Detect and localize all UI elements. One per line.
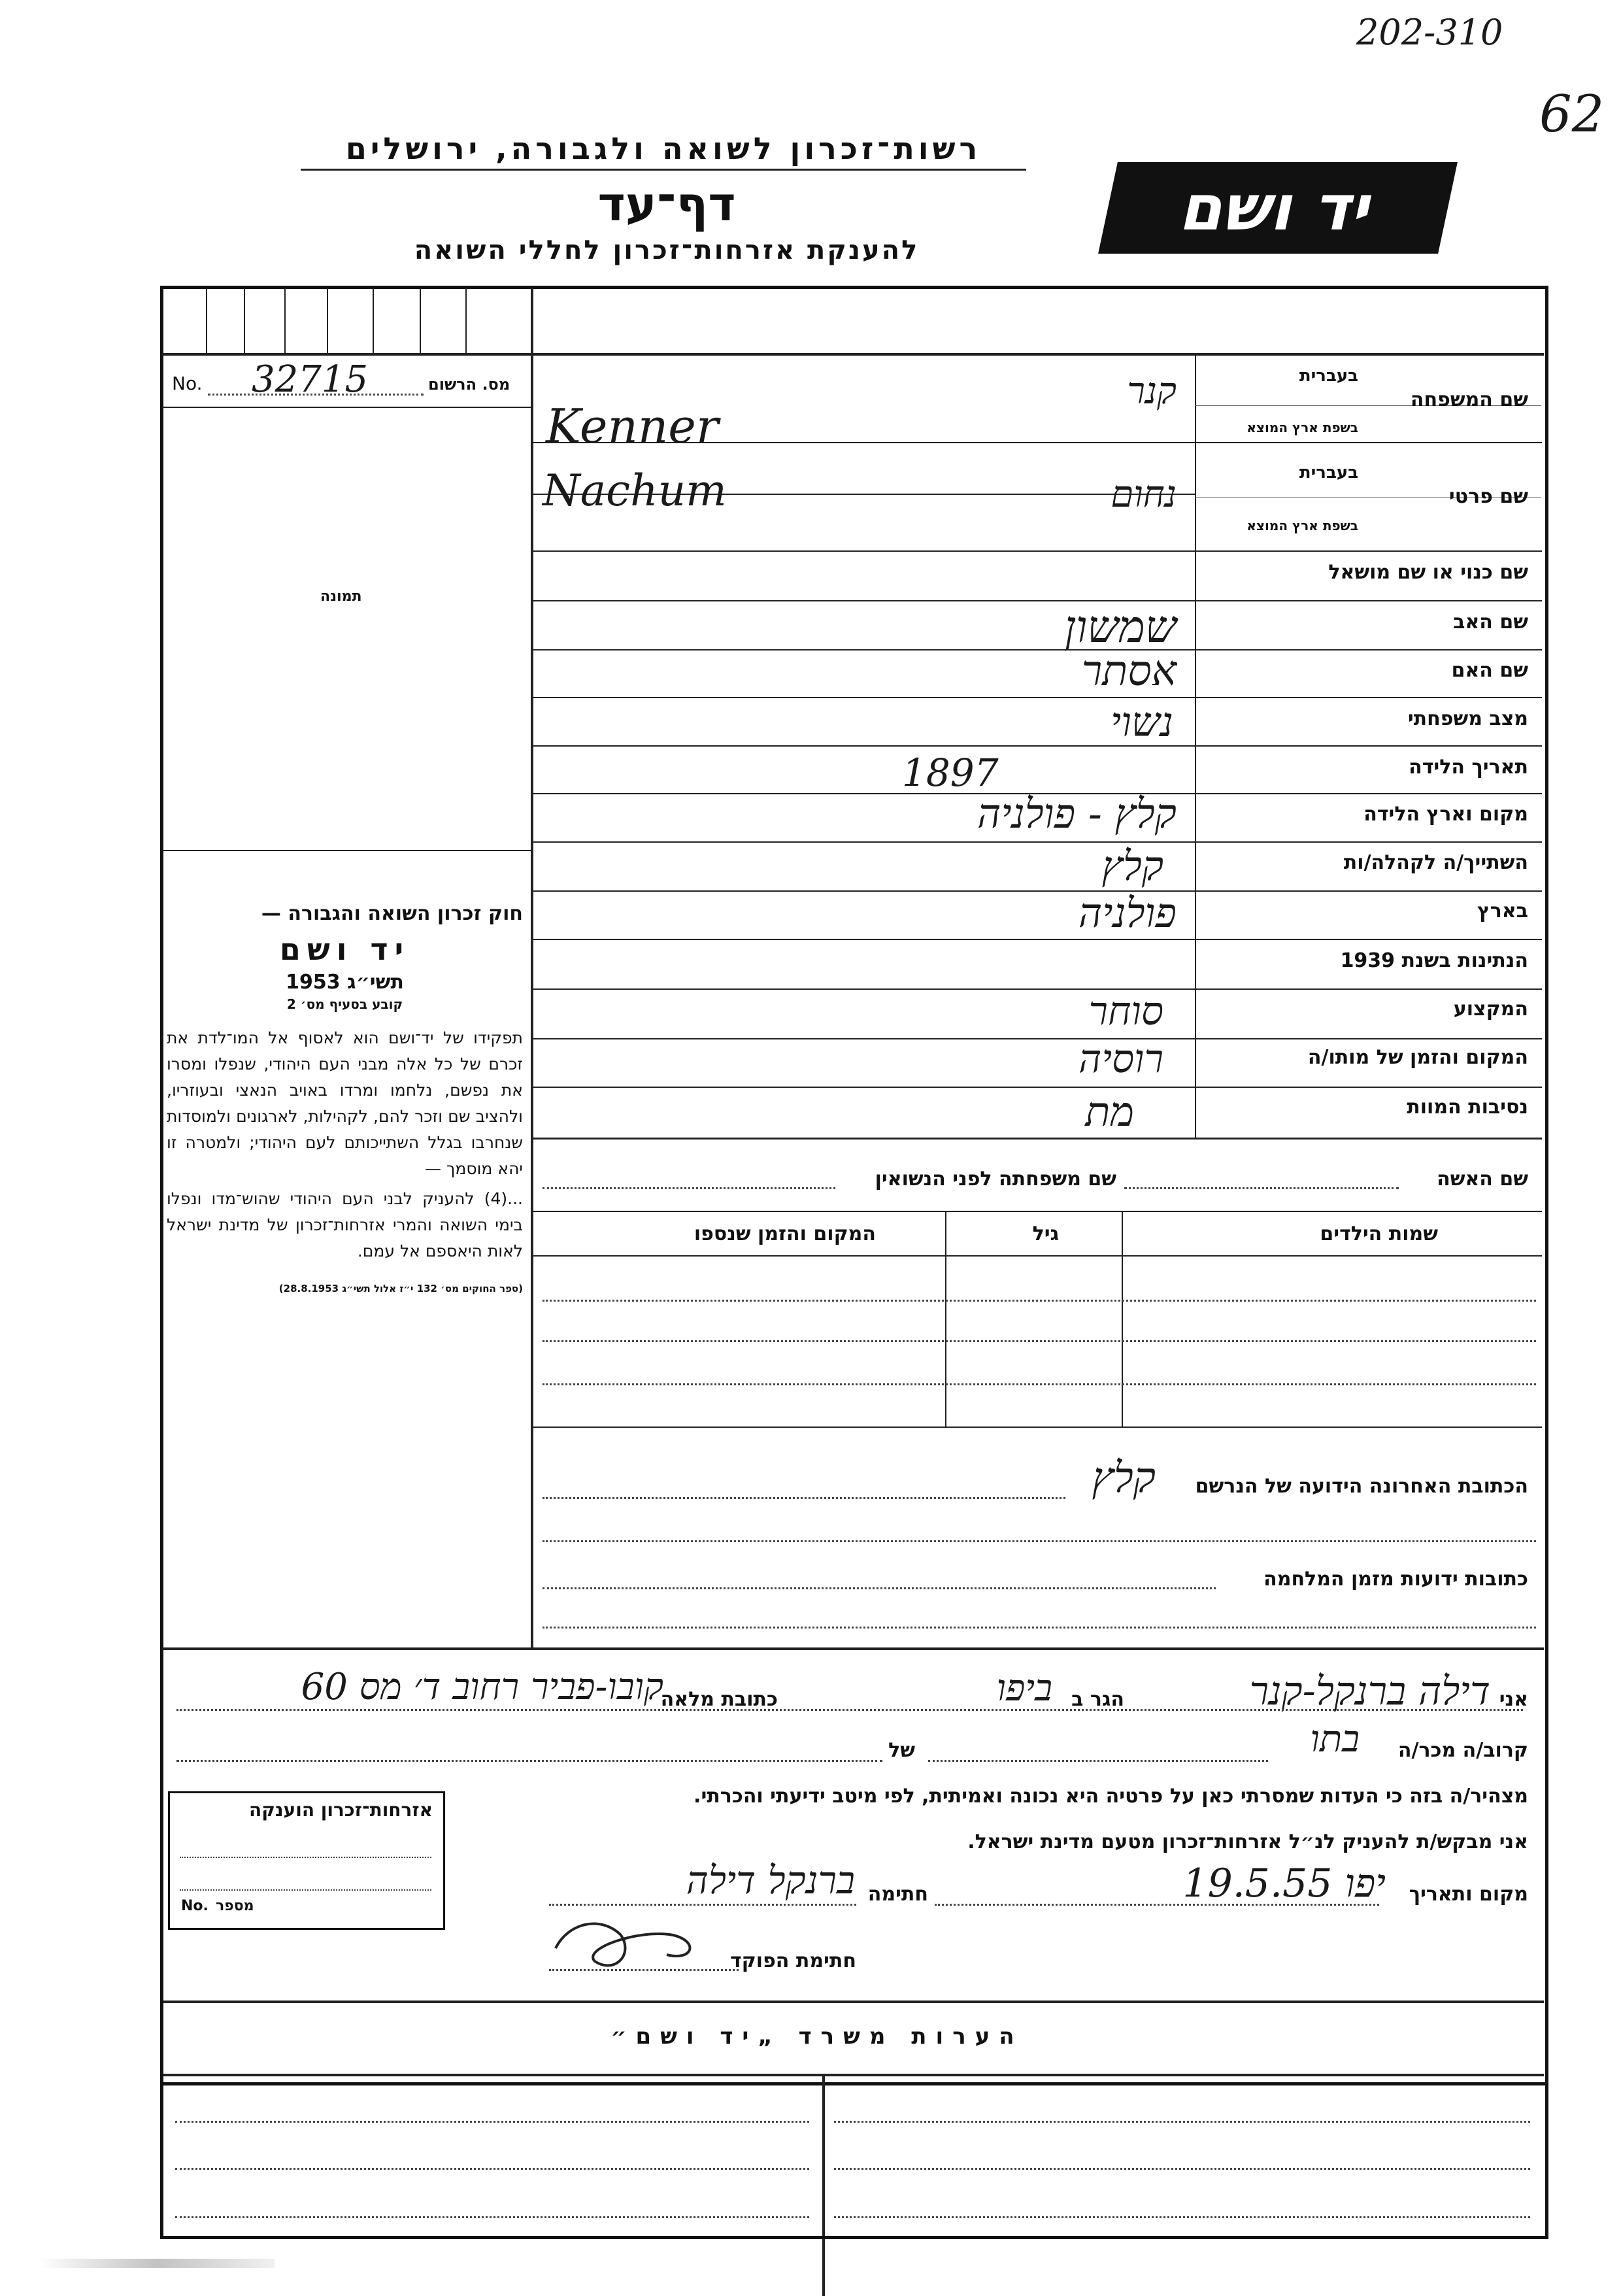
- children-header-line: [533, 1255, 1542, 1257]
- reg-no-prefix: No.: [172, 373, 203, 394]
- strip-tick: [373, 288, 374, 353]
- signature-label: חתימה: [867, 1883, 928, 1906]
- children-bottom-line: [533, 1427, 1542, 1428]
- law-title: חוק זכרון השואה והגבורה —: [261, 902, 523, 925]
- children-col-age: גיל: [1032, 1223, 1059, 1245]
- death-cause-value: מת: [1085, 1088, 1134, 1136]
- declarant-line-dots: [176, 1709, 1523, 1711]
- community-label: השתייך/ה לקהלה/ות: [1343, 851, 1528, 874]
- official-signature-stroke: [556, 1924, 690, 1966]
- official-signature-label: חתימת הפוקד: [730, 1950, 856, 1972]
- death-place-label: המקום והזמן של מותו/ה: [1307, 1046, 1528, 1069]
- row-line: [533, 550, 1542, 552]
- wife-dots: [1124, 1187, 1399, 1189]
- law-clause: קובע בסעיף מס׳ 2: [286, 996, 403, 1012]
- given-label: שם פרטי: [1448, 485, 1528, 508]
- birth-date-value: 1897: [902, 751, 999, 795]
- law-year: תשי״ג 1953: [286, 971, 404, 994]
- scan-smudge: [39, 2259, 275, 2268]
- death-place-value: רוסיה: [1078, 1036, 1163, 1082]
- row-line: [533, 600, 1542, 601]
- last-address-dots: [543, 1497, 1065, 1499]
- surname-hebrew-value: קנר: [1127, 370, 1177, 413]
- declarant-name-value: דילה ברנקל-קנר: [1249, 1668, 1490, 1714]
- children-row-dots: [543, 1340, 1536, 1342]
- children-col-divider: [1122, 1211, 1123, 1427]
- wife-label: שם האשה: [1437, 1168, 1528, 1190]
- relation-label: קרוב/ה מכר/ה: [1397, 1739, 1528, 1762]
- law-paragraph-2: ...(4) להעניק לבני העם היהודי שהוש־מדו ונפלו בימי השואה והמרי אזרחות־זכרון של מדינת ישראל לאות היאספם אל עמם.: [167, 1189, 523, 1260]
- law-citation: (ספר החוקים מס׳ 132 י״ז אלול תשי״ג 28.8.1953): [278, 1283, 523, 1294]
- given-native-value: Nachum: [543, 465, 727, 516]
- birth-place-value: קלץ - פולניה: [977, 790, 1177, 837]
- mother-label: שם האם: [1451, 659, 1528, 682]
- declaration-line-2: אני מבקש/ת להעניק לנ״ל אזרחות־זכרון מטעם מדינת ישראל.: [967, 1831, 1528, 1853]
- war-address-dots-2: [543, 1627, 1536, 1629]
- marital-value: נשוי: [1110, 698, 1173, 746]
- row-line: [533, 939, 1542, 940]
- birth-date-label: תאריך הלידה: [1409, 756, 1528, 779]
- relation-value: בתו: [1310, 1718, 1360, 1761]
- nickname-label: שם כנוי או שם מושאל: [1328, 561, 1528, 584]
- authority-name: רשות־זכרון לשואה ולגבורה, ירושלים: [345, 131, 982, 166]
- award-box-dots: [180, 1889, 431, 1891]
- date-dots: [935, 1904, 1379, 1906]
- date-value: יפו 19.5.55: [1182, 1861, 1386, 1906]
- col-divider-left: [531, 288, 533, 1649]
- law-name: יד ושם: [279, 932, 410, 967]
- strip-tick: [465, 288, 467, 353]
- law-paragraph-1: תפקידו של יד־ושם הוא לאסוף אל המו־לדת את זכרם של כל אלה מבני העם היהודי, שנפלו ומסרו את נפשם, נלחמו ומרדו באויב הנאצי ובעוזריו, ולהציב שם וזכר להם, לקהילות, לארגונים ולמוסדות שנחרבו בגלל השתייכותם לעם היהודי; ולמטרה זו יהא מוסמך —: [167, 1028, 523, 1178]
- award-box-title: אזרחות־זכרון הוענקה: [249, 1799, 433, 1821]
- page-number: 62: [1539, 85, 1605, 144]
- given-hebrew-value: נחום: [1111, 473, 1177, 516]
- date-label: מקום ותאריך: [1409, 1883, 1528, 1906]
- official-signature-scribble: [543, 1909, 712, 1981]
- strip-tick: [244, 288, 245, 353]
- children-col-names: שמות הילדים: [1320, 1223, 1438, 1245]
- authority-underline: [301, 169, 1026, 171]
- war-address-dots: [543, 1587, 1216, 1589]
- law-panel: [167, 902, 523, 1294]
- address-bottom-line: [162, 1647, 1544, 1650]
- file-reference-number: 202-310: [1356, 12, 1503, 53]
- award-box-mispar: מספר: [216, 1898, 254, 1914]
- award-box-dots: [180, 1857, 431, 1858]
- strip-tick: [206, 288, 207, 353]
- children-row-dots: [543, 1300, 1536, 1302]
- relation-dots-2: [928, 1760, 1268, 1762]
- last-address-label: הכתובת האחרונה הידועה של הנרשם: [1195, 1475, 1528, 1498]
- office-frame: [160, 2001, 1548, 2239]
- country-value: פולניה: [1078, 889, 1177, 937]
- declarant-live-label: הגר ב: [1071, 1688, 1124, 1711]
- reg-line: [162, 407, 532, 408]
- profession-label: המקצוע: [1453, 998, 1528, 1021]
- relation-of-label: של: [888, 1739, 915, 1762]
- citizenship-label: הנתינות בשנת 1939: [1340, 949, 1528, 972]
- office-remarks-title: הערות משרד „יד ושם״: [610, 2023, 1024, 2050]
- relation-dots: [176, 1760, 882, 1762]
- top-strip-line: [162, 353, 1544, 356]
- last-address-dots-2: [543, 1540, 1536, 1542]
- community-value: קלץ: [1101, 842, 1163, 890]
- form-subtitle: להענקת אזרחות־זכרון לחללי השואה: [414, 235, 920, 265]
- country-label: בארץ: [1477, 900, 1528, 922]
- row-line: [162, 850, 532, 851]
- yad-vashem-logo: יד ושם: [1098, 162, 1458, 254]
- war-address-label: כתובות ידועות מזמן המלחמה: [1263, 1568, 1528, 1591]
- row-line: [533, 1138, 1542, 1140]
- profession-value: סוחר: [1088, 988, 1163, 1034]
- surname-native-sub: בשפת ארץ המוצא: [1246, 420, 1358, 435]
- row-line: [533, 988, 1542, 990]
- strip-tick: [420, 288, 421, 353]
- row-line: [533, 890, 1542, 892]
- father-value: שמשון: [1064, 601, 1177, 653]
- declarant-addr-value: קובו-פביר רחוב ד׳ מס 60: [301, 1666, 663, 1708]
- marital-label: מצב משפחתי: [1407, 707, 1528, 730]
- declarant-i-label: אני: [1499, 1688, 1528, 1711]
- declarant-addr-label: כתובת מלאה: [660, 1688, 778, 1711]
- declaration-line-1: מצהיר/ה בזה כי העדות שמסרתי כאן על פרטיה היא נכונה ואמיתית, לפי מיטב ידיעתי והכרתי.: [694, 1785, 1528, 1808]
- death-cause-label: נסיבות המוות: [1407, 1096, 1528, 1119]
- surname-native-value: Kenner: [546, 399, 719, 454]
- given-native-sub: בשפת ארץ המוצא: [1246, 518, 1358, 533]
- children-row-dots: [543, 1383, 1536, 1385]
- row-line: [533, 841, 1542, 843]
- surname-hebrew-sub: בעברית: [1299, 366, 1358, 386]
- last-address-value: קלץ: [1092, 1454, 1156, 1502]
- wife-maiden-dots: [543, 1187, 835, 1189]
- signature-value: ברנקל דילה: [686, 1858, 855, 1902]
- row-line: [533, 1087, 1542, 1088]
- award-box-no: No.: [181, 1898, 209, 1914]
- row-line: [533, 1038, 1542, 1039]
- strip-tick: [327, 288, 328, 353]
- father-label: שם האב: [1453, 611, 1528, 633]
- photo-label: תמונה: [320, 588, 362, 605]
- reg-label: מס. הרשום: [428, 375, 510, 394]
- strip-tick: [284, 288, 286, 353]
- surname-label: שם המשפחה: [1410, 388, 1528, 411]
- children-col-divider: [945, 1211, 946, 1427]
- wife-maiden-label: שם משפחתה לפני הנשואין: [875, 1168, 1116, 1190]
- row-line: [533, 697, 1542, 698]
- children-col-place: המקום והזמן שנספו: [694, 1223, 876, 1245]
- form-title: דף־עד: [597, 177, 736, 231]
- given-hebrew-sub: בעברית: [1299, 463, 1358, 482]
- wife-row-line: [533, 1211, 1542, 1212]
- reg-number: 32715: [252, 358, 369, 401]
- row-line: [533, 745, 1542, 747]
- birth-place-label: מקום וארץ הלידה: [1363, 803, 1528, 826]
- signature-dots: [549, 1904, 856, 1906]
- declarant-live-value: ביפו: [996, 1667, 1052, 1710]
- row-line: [533, 649, 1542, 650]
- mother-value: אסתר: [1081, 647, 1177, 696]
